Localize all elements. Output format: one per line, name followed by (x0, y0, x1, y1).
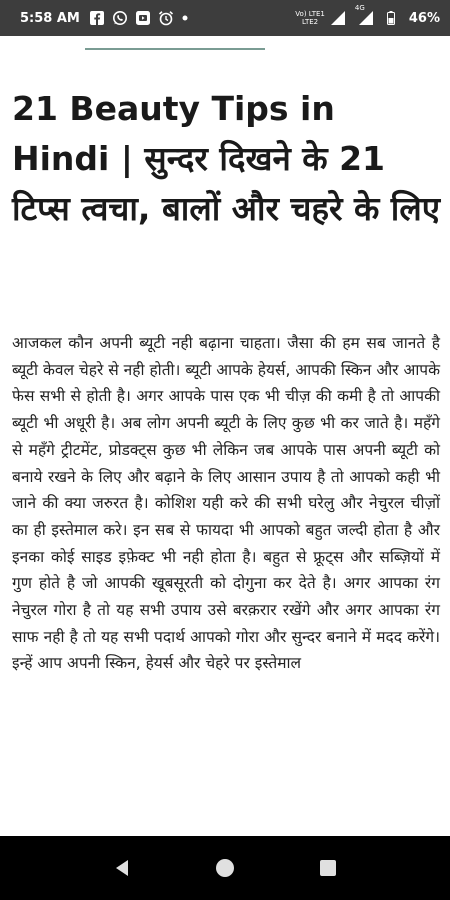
home-button[interactable] (205, 848, 245, 888)
navigation-bar (0, 836, 450, 900)
back-icon (113, 859, 131, 877)
signal-icon (331, 11, 345, 25)
article-body: आजकल कौन अपनी ब्यूटी नही बढ़ाना चाहता। जैसा की हम सब जानते है ब्यूटी केवल चेहरे से नही होती। ब्यूटी आपके हेयर्स, आपकी स्किन और आपके फेस सभी से होती है। अगर आपके पास एक भी चीज़ की कमी है तो आपकी ब्यूटी भी अधूरी है। अब लोग अपनी ब्यूटी के लिए कुछ भी कर जाते है। महँगे से महँगे ट्रीटमेंट, प्रोडक्ट्स कुछ भी लेकिन जब आपके पास अपनी ब्यूटी को बनाये रखने के लिए और बढ़ाने के लिए आसान उपाय है तो आपको कही भी जाने की क्या जरुरत है। कोशिश यही करे की सभी घरेलु और नेचुरल चीज़ों का ही इस्तेमाल करे। इन सब से फायदा भी आपको बहुत जल्दी होता है और इनका कोई साइड इफ़ेक्ट भी नही होता है। बहुत से फ्रूट्स और सब्ज़ियों में गुण होते है जो आपकी खूबसूरती को दोगुना कर देते है। अगर आपका रंग नेचुरल गोरा है तो यह सभी उपाय उसे बरक़रार रखेंगे और अगर आपका रंग साफ नही है तो यह सभी पदार्थ आपको गोरा और सुन्दर बनाने में मदद करेंगे। इन्हें आप अपनी स्किन, हेयर्स और चेहरे पर इस्तेमाल (12, 334, 440, 673)
back-button[interactable] (102, 848, 142, 888)
facebook-icon (90, 11, 104, 25)
battery-percent: 46% (408, 10, 440, 26)
media-icon (136, 11, 150, 25)
signal-4g-label: 4G (354, 4, 365, 12)
signal-4g-icon (354, 4, 373, 25)
battery-icon (387, 11, 395, 25)
dot-icon (182, 15, 188, 21)
status-time: 5:58 AM (20, 10, 80, 26)
article-view[interactable] (0, 36, 450, 836)
home-icon (215, 858, 235, 878)
network-indicator: Vo) LTE1 LTE2 (295, 10, 325, 26)
status-bar (0, 0, 450, 36)
whatsapp-icon (112, 10, 128, 26)
recents-icon (319, 859, 337, 877)
recents-button[interactable] (308, 848, 348, 888)
reading-progress-bar (0, 48, 450, 50)
reading-progress-fill (85, 48, 265, 50)
alarm-icon (158, 10, 174, 26)
content-fade-overlay (0, 756, 450, 836)
article-title: 21 Beauty Tips in Hindi | सुन्दर दिखने के 21 टिप्स त्वचा, बालों और चहरे के लिए (12, 89, 440, 228)
